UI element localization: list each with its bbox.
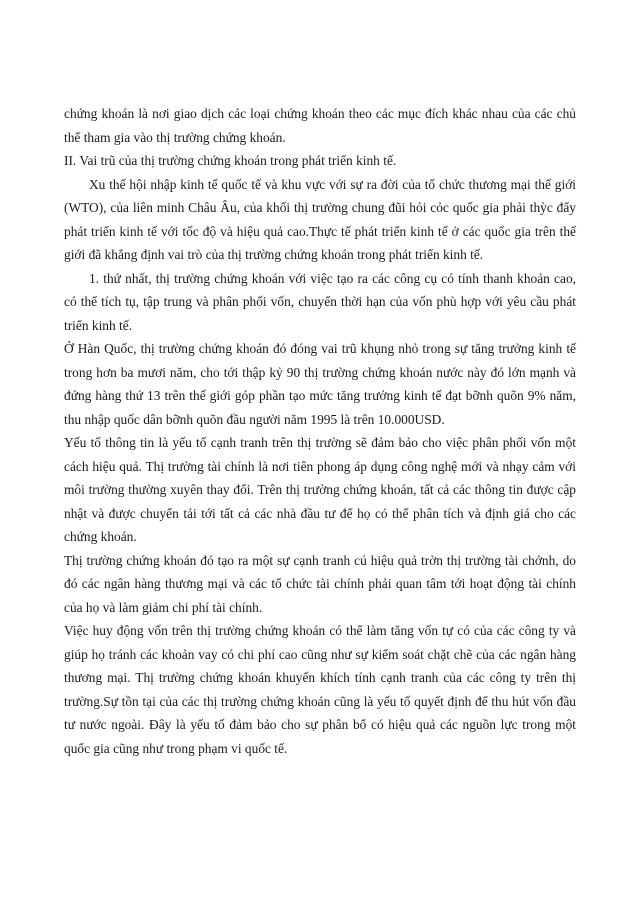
document-body: [64, 102, 576, 760]
paragraph-5: Ở Hàn Quốc, thị trường chứng khoán đó đóng vai trũ khụng nhỏ trong sự tăng trưởng kinh tế trong hơn ba mươi năm, cho tới thập kỷ 90 thị trường chứng khoán nước này đó lớn mạnh và đứng hàng thứ 13 trên thế giới góp phần tạo mức tăng trưởng kinh tế đạt bỡnh quõn 9% năm, thu nhập quốc dân bỡnh quõn đầu người năm 1995 là trên 10.000USD.: [64, 341, 576, 427]
paragraph-6: Yếu tố thông tin là yếu tố cạnh tranh trên thị trường sẽ đảm bảo cho việc phân phối vốn một cách hiệu quả. Thị trường tài chính là nơi tiên phong áp dụng công nghệ mới và nhạy cảm với môi trường thường xuyên thay đổi. Trên thị trường chứng khoán, tất cả các thông tin được cập nhật và được chuyển tải tới tất cả các nhà đầu tư để họ có thể phân tích và định giá cho các chứng khoán.: [64, 435, 576, 544]
paragraph-3: Xu thế hội nhập kinh tế quốc tế và khu vực với sự ra đời của tổ chức thương mại thế giới (WTO), của liên minh Châu Âu, của khối thị trường chung đũi hỏi cỏc quốc gia phải thỳc đẩy phát triển kinh tế với tốc độ và hiệu quả cao.Thực tế phát triển kinh tế ở các quốc gia trên thế giới đã khẳng định vai trò của thị trường chứng khoán trong phát triển kinh tế.: [64, 176, 576, 262]
paragraph-8: Việc huy động vốn trên thị trường chứng khoán có thể làm tăng vốn tự có của các công ty và giúp họ tránh các khoản vay có chi phí cao cũng như sự kiểm soát chặt chẽ của các ngân hàng thương mại. Thị trường chứng khoán khuyến khích tính cạnh tranh của các công ty trên thị trường.Sự tồn tại của các thị trường chứng khoán cũng là yếu tố quyết định để thu hút vốn đầu tư nước ngoài. Đây là yếu tố đảm bảo cho sự phân bổ có hiệu quả các nguồn lực trong một quốc gia cũng như trong phạm vi quốc tế.: [64, 623, 576, 756]
paragraph-4: 1. thứ nhất, thị trường chứng khoán với việc tạo ra các công cụ có tính thanh khoản cao, có thể tích tụ, tập trung và phân phối vốn, chuyển thời hạn của vốn phù hợp với yêu cầu phát triển kinh tế.: [64, 270, 576, 333]
paragraph-7: Thị trường chứng khoán đó tạo ra một sự cạnh tranh cú hiệu quả trờn thị trường tài chớnh, do đó các ngân hàng thương mại và các tổ chức tài chính phải quan tâm tới hoạt động tài chính của họ và làm giảm chi phí tài chính.: [64, 552, 576, 615]
section-heading: II. Vai trũ của thị trường chứng khoán trong phát triển kinh tế.: [64, 153, 397, 168]
paragraph-1: chứng khoán là nơi giao dịch các loại chứng khoán theo các mục đích khác nhau của các chủ thể tham gia vào thị trường chứng khoán.: [64, 106, 576, 145]
